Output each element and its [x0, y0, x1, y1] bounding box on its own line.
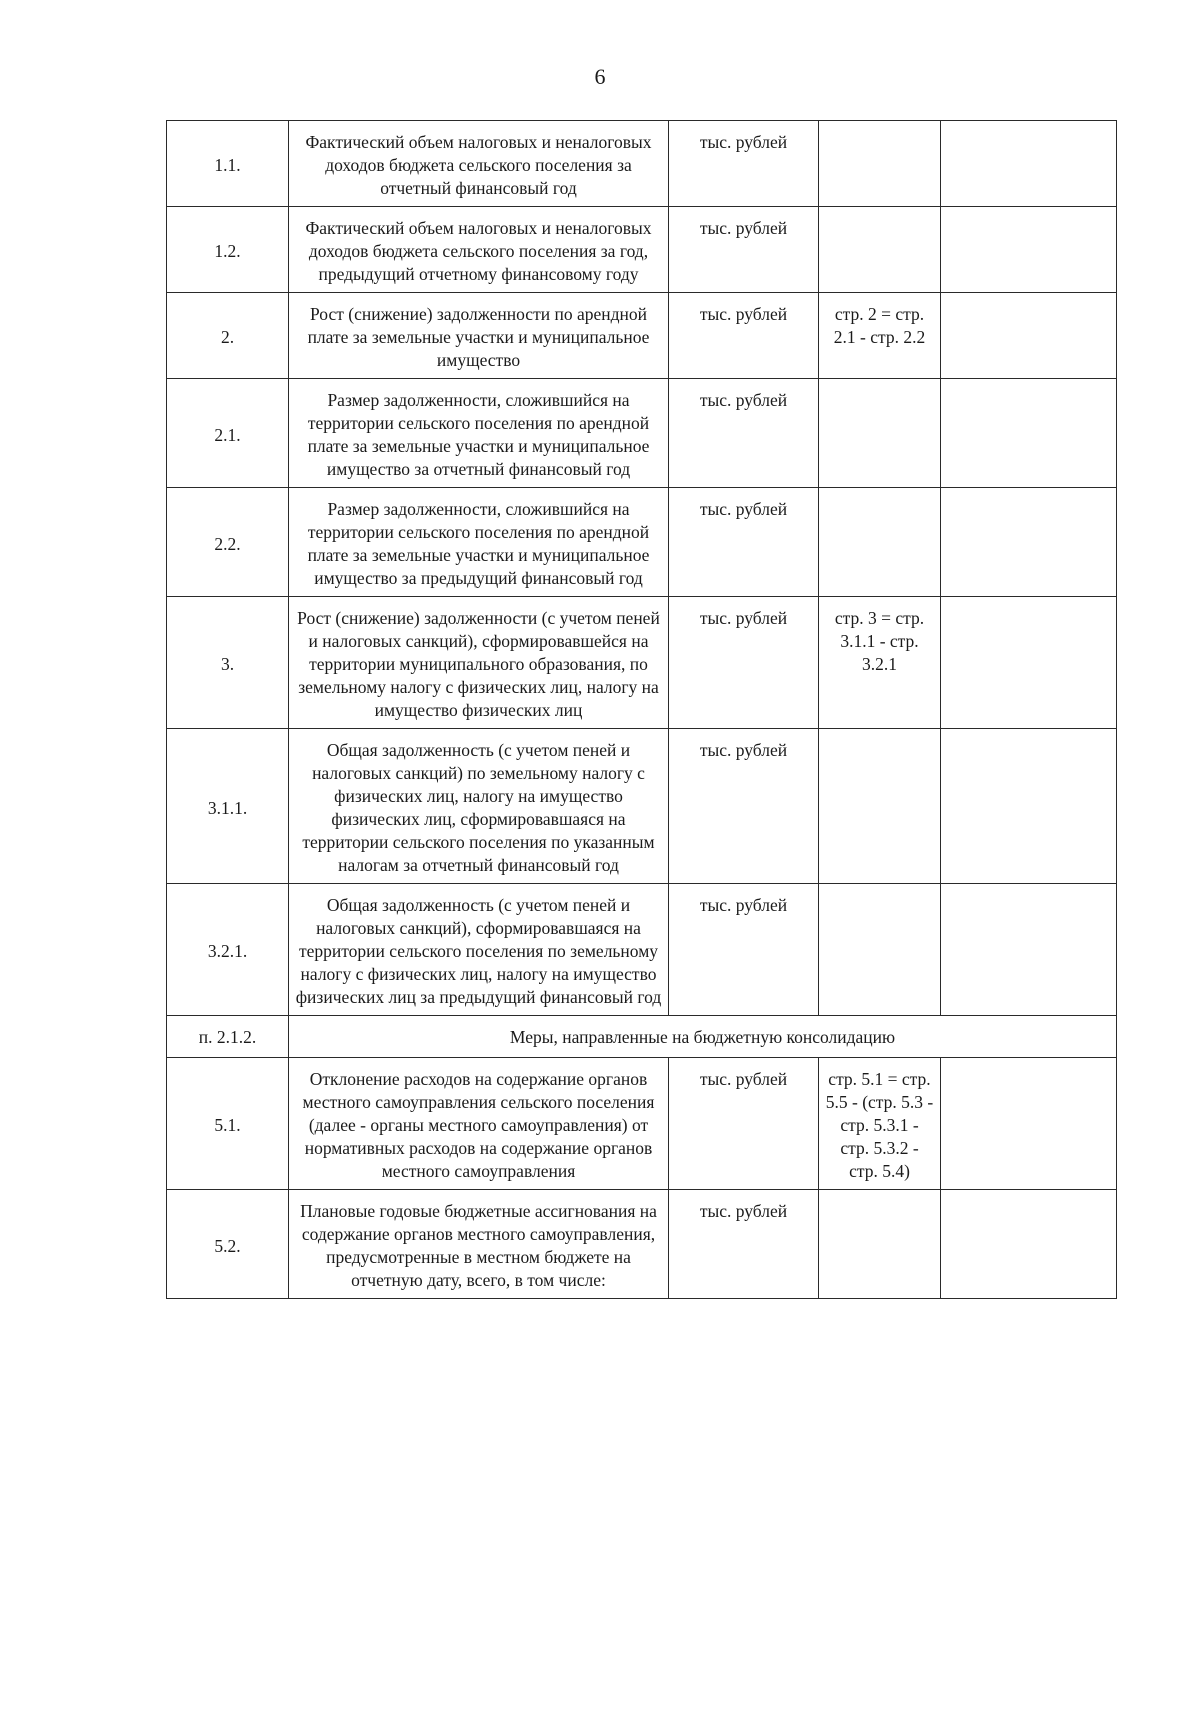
row-value: [941, 1190, 1117, 1299]
row-formula: стр. 2 = стр. 2.1 - стр. 2.2: [819, 293, 941, 379]
row-description: Плановые годовые бюджетные ассигнования на содержание органов местного самоуправления, предусмотренные в местном бюджете на отчетную дату, всего, в том числе:: [289, 1190, 669, 1299]
row-description: Общая задолженность (с учетом пеней и налоговых санкций) по земельному налогу с физических лиц, налогу на имущество физических лиц, сформировавшаяся на территории сельского поселения по указанным налогам за отчетный финансовый год: [289, 729, 669, 884]
row-formula: [819, 488, 941, 597]
row-value: [941, 729, 1117, 884]
row-number: 2.: [167, 293, 289, 379]
table-row: [167, 121, 1117, 207]
row-formula: [819, 121, 941, 207]
table-row: [167, 1190, 1117, 1299]
row-formula: [819, 207, 941, 293]
row-unit: тыс. рублей: [669, 207, 819, 293]
row-number: 1.2.: [167, 207, 289, 293]
table-row: [167, 488, 1117, 597]
section-row: [167, 1016, 1117, 1058]
row-value: [941, 121, 1117, 207]
row-description: Фактический объем налоговых и неналоговых доходов бюджета сельского поселения за отчетный финансовый год: [289, 121, 669, 207]
row-number: 3.: [167, 597, 289, 729]
table-row: [167, 1058, 1117, 1190]
row-unit: тыс. рублей: [669, 884, 819, 1016]
row-number: 2.1.: [167, 379, 289, 488]
row-formula: [819, 379, 941, 488]
row-value: [941, 1058, 1117, 1190]
row-number: 5.1.: [167, 1058, 289, 1190]
table-row: [167, 884, 1117, 1016]
row-description: Рост (снижение) задолженности (с учетом пеней и налоговых санкций), сформировавшейся на территории муниципального образования, по земельному налогу с физических лиц, налогу на имущество физических лиц: [289, 597, 669, 729]
row-value: [941, 884, 1117, 1016]
row-number: 3.1.1.: [167, 729, 289, 884]
row-description: Размер задолженности, сложившийся на территории сельского поселения по арендной плате за земельные участки и муниципальное имущество за отчетный финансовый год: [289, 379, 669, 488]
row-unit: тыс. рублей: [669, 597, 819, 729]
row-formula: [819, 884, 941, 1016]
row-value: [941, 488, 1117, 597]
section-title: Меры, направленные на бюджетную консолидацию: [289, 1016, 1117, 1058]
row-unit: тыс. рублей: [669, 293, 819, 379]
row-description: Фактический объем налоговых и неналоговых доходов бюджета сельского поселения за год, предыдущий отчетному финансовому году: [289, 207, 669, 293]
row-value: [941, 379, 1117, 488]
row-formula: [819, 729, 941, 884]
table-row: [167, 379, 1117, 488]
row-number: 3.2.1.: [167, 884, 289, 1016]
row-description: Рост (снижение) задолженности по арендной плате за земельные участки и муниципальное имущество: [289, 293, 669, 379]
row-unit: тыс. рублей: [669, 1190, 819, 1299]
indicators-table: [166, 120, 1117, 1299]
row-number: 1.1.: [167, 121, 289, 207]
row-unit: тыс. рублей: [669, 121, 819, 207]
row-description: Отклонение расходов на содержание органов местного самоуправления сельского поселения (далее - органы местного самоуправления) от нормативных расходов на содержание органов местного самоуправления: [289, 1058, 669, 1190]
row-formula: стр. 5.1 = стр. 5.5 - (стр. 5.3 - стр. 5.3.1 - стр. 5.3.2 - стр. 5.4): [819, 1058, 941, 1190]
row-formula: [819, 1190, 941, 1299]
row-value: [941, 207, 1117, 293]
row-unit: тыс. рублей: [669, 488, 819, 597]
row-value: [941, 597, 1117, 729]
row-value: [941, 293, 1117, 379]
row-description: Общая задолженность (с учетом пеней и налоговых санкций), сформировавшаяся на территории сельского поселения по земельному налогу с физических лиц, налогу на имущество физических лиц за предыдущий финансовый год: [289, 884, 669, 1016]
table-row: [167, 207, 1117, 293]
row-formula: стр. 3 = стр. 3.1.1 - стр. 3.2.1: [819, 597, 941, 729]
row-unit: тыс. рублей: [669, 1058, 819, 1190]
section-number: п. 2.1.2.: [167, 1016, 289, 1058]
row-unit: тыс. рублей: [669, 379, 819, 488]
table-row: [167, 597, 1117, 729]
table-row: [167, 729, 1117, 884]
table-row: [167, 293, 1117, 379]
row-number: 5.2.: [167, 1190, 289, 1299]
row-number: 2.2.: [167, 488, 289, 597]
row-unit: тыс. рублей: [669, 729, 819, 884]
row-description: Размер задолженности, сложившийся на территории сельского поселения по арендной плате за земельные участки и муниципальное имущество за предыдущий финансовый год: [289, 488, 669, 597]
page-number: 6: [594, 64, 606, 89]
